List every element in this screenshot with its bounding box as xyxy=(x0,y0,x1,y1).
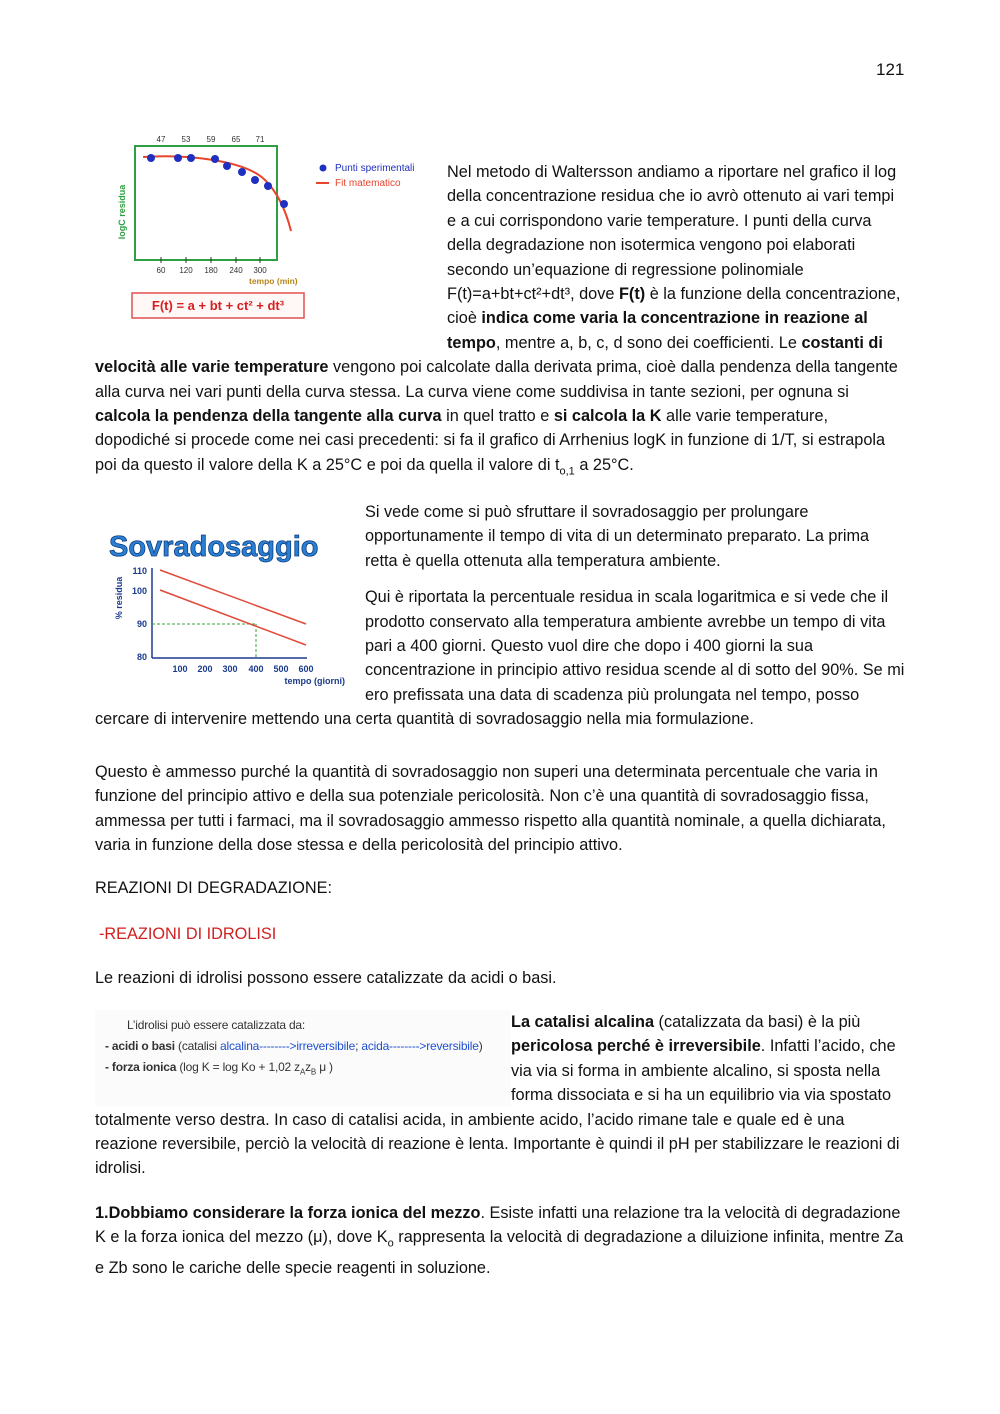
heading-degradation: REAZIONI DI DEGRADAZIONE: xyxy=(95,879,333,897)
sovradosaggio-section xyxy=(95,500,905,732)
legend-points-label: Punti sperimentali xyxy=(335,163,415,174)
data-point xyxy=(223,162,231,170)
x-tick: 180 xyxy=(204,266,218,275)
data-point xyxy=(264,182,272,190)
top-tick: 71 xyxy=(255,135,265,144)
heading-hydrolysis: -REAZIONI DI IDROLISI xyxy=(99,925,277,943)
sovradosaggio-figure xyxy=(95,500,365,696)
waltersson-figure xyxy=(95,135,447,353)
data-point xyxy=(147,154,155,162)
ionic-strength-paragraph: 1.Dobbiamo considerare la forza ionica del mezzo. Esiste infatti una relazione tra la velocità di degradazione K e la forza ionica del mezzo (μ), dove $K_o$ rappresenta la velocità di degradazione a diluizione infinita, mentre Za e Zb sono le cariche delle specie reagenti in soluzione. xyxy=(95,1204,904,1278)
waltersson-paragraph: 47 53 59 65 71 60 120 180 240 300 tempo (min) logC residua Punti sperimentali Fit matematico F(t) = a + bt + ct² + dt³ Nel metodo di Waltersson andiamo a riportare nel grafico il log della concentrazione residua che io avrò ottenuto ai vari tempi e a cui corrispondono varie temperature. I punti della curva della degradazione non isotermica vengono poi elaborati secondo un’equazione di regressione polinomiale F(t)=a+bt+ct²+dt³, dove F(t) è la funzione della concentrazione, cioè indica come varia la concentrazione in reazione al tempo, mentre a, b, c, d sono dei coefficienti. Le costanti di velocità alle varie temperature vengono poi calcolate dalla derivata prima, cioè dalla pendenza della tangente alla curva nei vari punti della curva stessa. La curva viene come suddivisa in tante sezioni, per ognuna si calcola la pendenza della tangente alla curva in quel tratto e si calcola la K alle varie temperature, dopodiché si procede come nei casi precedenti: si fa il grafico di Arrhenius logK in funzione di 1/T, si estrapola poi da questo il valore della K a 25°C e poi da quella il valore di $t_{o,1}$ a 25°C. xyxy=(95,135,901,478)
ambient-line xyxy=(160,590,306,645)
x-tick: 500 xyxy=(273,664,289,674)
top-tick: 53 xyxy=(181,135,191,144)
x-tick: 100 xyxy=(172,664,188,674)
x-tick: 60 xyxy=(156,266,166,275)
x-tick: 300 xyxy=(253,266,267,275)
data-point xyxy=(174,154,182,162)
hydrolysis-intro: Le reazioni di idrolisi possono essere catalizzate da acidi o basi. xyxy=(95,969,557,987)
sovradosaggio-chart xyxy=(95,500,355,696)
overdose-limits-paragraph: Questo è ammesso purché la quantità di sovradosaggio non superi una determinata percentuale che varia in funzione del principio attivo e della sua potenziale pericolosità. Non c’è una quantità di sovradosaggio fissa, ammessa per tutti i farmaci, ma il sovradosaggio ammesso rispetto alla quantità nominale, a quella dichiarata, varia in funzione della dose stessa e della pericolosità del principio attivo. xyxy=(95,763,886,855)
y-tick: 110 xyxy=(132,566,147,576)
formula-text: F(t) = a + bt + ct² + dt³ xyxy=(151,298,285,313)
x-tick: 600 xyxy=(298,664,314,674)
data-point xyxy=(238,168,246,176)
legend-points-marker xyxy=(320,165,327,172)
hydrolysis-figure-line2: - forza ionica (log K = log Ko + 1,02 $z_Az_B$ μ ) xyxy=(105,1060,333,1077)
catalysis-section: L’idrolisi può essere catalizzata da: - acidi o basi (catalisi alcalina-------->irreversibile; acida-------->reversibile) - forza ionica (log K = log Ko + 1,02 $z_Az_B$ μ ) La catalisi alcalina (catalizzata da basi) è la più pericolosa perché è irreversibile. Infatti l’acido, che via via si forma in ambiente alcalino, si sposta nella forma dissociata e si ha un equilibrio via via spostato totalmente verso destra. In caso di catalisi acida, in ambiente acido, l’acido rimane tale e quale ed è una reazione reversibile, perciò la velocità di reazione è lenta. Importante è quindi il pH per stabilizzare le reazioni di idrolisi. xyxy=(95,1010,905,1181)
legend-fit-label: Fit matematico xyxy=(335,178,401,189)
x-tick: 240 xyxy=(229,266,243,275)
x-axis-label: tempo (giorni) xyxy=(284,676,345,686)
data-point xyxy=(187,154,195,162)
top-tick: 65 xyxy=(231,135,241,144)
data-point xyxy=(251,176,259,184)
sovradosaggio-title: Sovradosaggio xyxy=(109,531,319,563)
x-axis-label: tempo (min) xyxy=(249,276,298,286)
data-point xyxy=(280,200,288,208)
y-axis-label: % residua xyxy=(114,576,124,620)
x-tick: 120 xyxy=(179,266,193,275)
x-tick: 400 xyxy=(248,664,264,674)
waltersson-chart xyxy=(95,135,445,350)
chart-frame xyxy=(135,146,277,260)
sovradosaggio-intro: Si vede come si può sfruttare il sovradosaggio per prolungare opportunamente il tempo di vita di un determinato preparato. La prima retta è quella ottenuta alla temperatura ambiente. xyxy=(365,503,870,570)
x-tick: 200 xyxy=(197,664,213,674)
hydrolysis-figure-title: L’idrolisi può essere catalizzata da: xyxy=(127,1018,306,1032)
page-number: 121 xyxy=(876,60,905,79)
hydrolysis-figure xyxy=(95,1010,511,1107)
y-tick: 90 xyxy=(136,619,147,629)
data-point xyxy=(211,155,219,163)
y-tick: 100 xyxy=(131,586,147,596)
sovradosaggio-explanation: Qui è riportata la percentuale residua in scala logaritmica e si vede che il prodotto conservato alla temperatura ambiente avrebbe un tempo di vita pari a 400 giorni. Questo vuol dire che dopo i 400 giorni la sua concentrazione in principio attivo residua scende al di sotto del 90%. Se mi ero prefissata una data di scadenza più prolungata nel tempo, posso cercare di intervenire mettendo una certa quantità di sovradosaggio nella mia formulazione. xyxy=(95,588,905,729)
fit-curve xyxy=(143,156,291,231)
top-tick: 47 xyxy=(156,135,166,144)
overdose-line xyxy=(160,570,306,624)
hydrolysis-figure-line1: - acidi o basi (catalisi alcalina-------->irreversibile; acida-------->reversibile) xyxy=(105,1039,483,1053)
y-axis-label: logC residua xyxy=(117,184,127,240)
y-tick: 80 xyxy=(136,652,147,662)
x-tick: 300 xyxy=(222,664,238,674)
top-tick: 59 xyxy=(206,135,216,144)
